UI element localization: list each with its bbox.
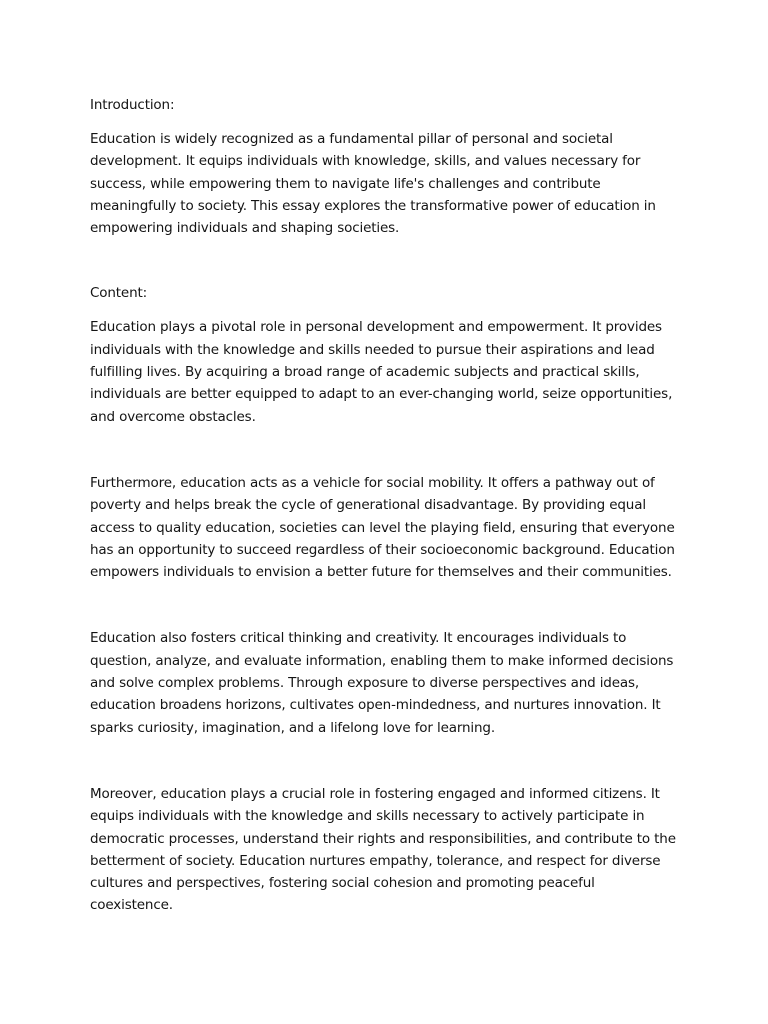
text-line: meaningfully to society. This essay explores the transformative power of education in xyxy=(90,197,656,214)
text-line: equips individuals with the knowledge and skills necessary to actively participate in xyxy=(90,808,645,825)
text-line: fulfilling lives. By acquiring a broad range of academic subjects and practical skills, xyxy=(90,364,640,381)
text-line: and solve complex problems. Through exposure to diverse perspectives and ideas, xyxy=(90,675,640,692)
text-line: empowering individuals and shaping societies. xyxy=(90,220,400,237)
section-heading-introduction: Introduction: xyxy=(90,97,175,113)
text-line: education broadens horizons, cultivates open-mindedness, and nurtures innovation. It xyxy=(90,697,661,714)
text-line: individuals with the knowledge and skills needed to pursue their aspirations and lead xyxy=(90,341,655,358)
text-line: Furthermore, education acts as a vehicle for social mobility. It offers a pathway out of xyxy=(90,474,655,491)
text-line: individuals are better equipped to adapt to an ever-changing world, seize opportunities, xyxy=(90,386,673,403)
paragraph-content-2 xyxy=(90,472,690,583)
text-line: sparks curiosity, imagination, and a lifelong love for learning. xyxy=(90,719,495,736)
text-line: has an opportunity to succeed regardless of their socioeconomic background. Education xyxy=(90,541,675,558)
text-line: Education is widely recognized as a fundamental pillar of personal and societal xyxy=(90,131,613,147)
text-line: betterment of society. Education nurtures empathy, tolerance, and respect for diverse xyxy=(90,852,661,869)
text-line: coexistence. xyxy=(90,897,173,914)
section-heading-content: Content: xyxy=(90,285,148,302)
text-line: Education plays a pivotal role in personal development and empowerment. It provides xyxy=(90,319,662,336)
text-line: and overcome obstacles. xyxy=(90,408,256,425)
document-body xyxy=(90,94,690,917)
text-line: cultures and perspectives, fostering social cohesion and promoting peaceful xyxy=(90,875,595,892)
text-line: Moreover, education plays a crucial role in fostering engaged and informed citizens. It xyxy=(90,785,660,802)
text-line: access to quality education, societies can level the playing field, ensuring that everyone xyxy=(90,519,675,536)
text-line: Education also fosters critical thinking and creativity. It encourages individuals to xyxy=(90,630,627,647)
text-line: development. It equips individuals with knowledge, skills, and values necessary for xyxy=(90,153,641,170)
text-line: democratic processes, understand their rights and responsibilities, and contribute to the xyxy=(90,830,676,847)
paragraph-content-1 xyxy=(90,316,690,427)
paragraph-content-3 xyxy=(90,627,690,738)
paragraph-introduction xyxy=(90,128,690,239)
text-line: success, while empowering them to navigate life's challenges and contribute xyxy=(90,175,601,192)
text-line: question, analyze, and evaluate information, enabling them to make informed decisions xyxy=(90,652,674,669)
text-line: poverty and helps break the cycle of generational disadvantage. By providing equal xyxy=(90,497,646,514)
paragraph-content-4 xyxy=(90,783,690,917)
text-line: empowers individuals to envision a better future for themselves and their communities. xyxy=(90,564,672,581)
